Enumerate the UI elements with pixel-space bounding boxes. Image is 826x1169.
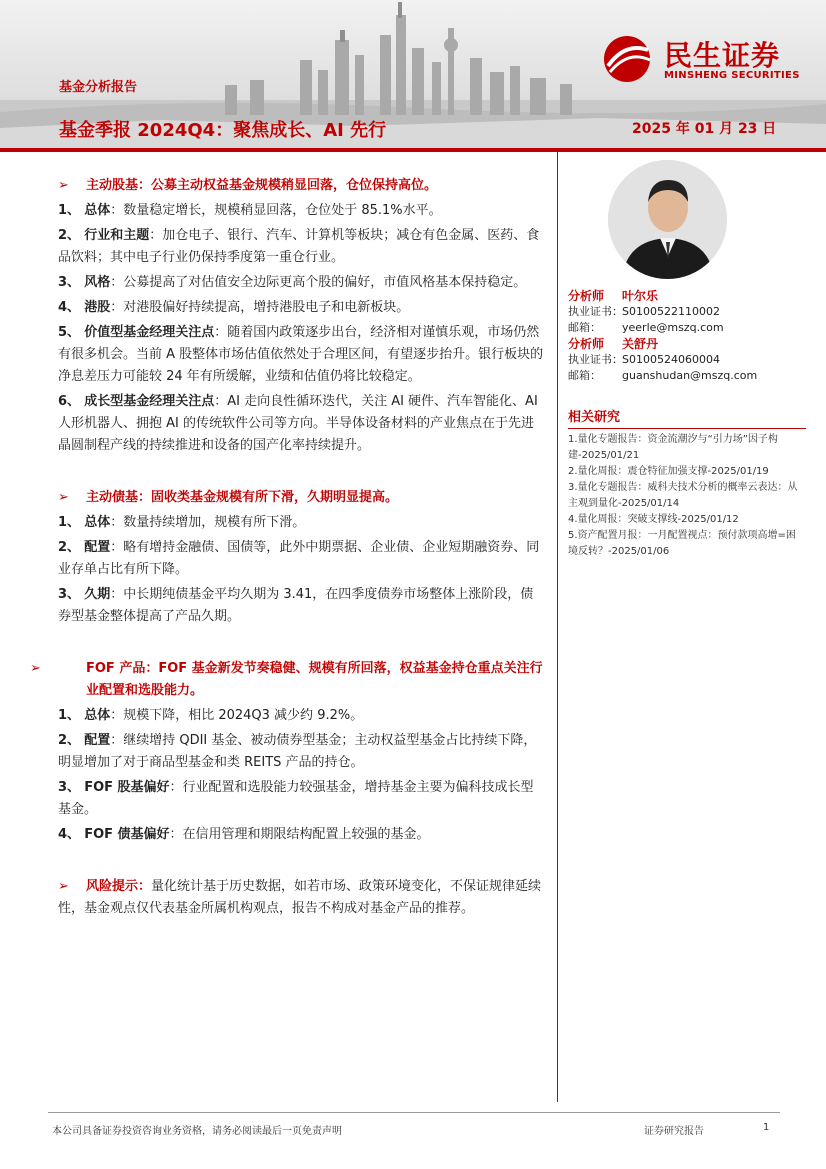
logo-english-text: MINSHENG SECURITIES [664,70,800,81]
main-content [30,175,546,920]
page-number: 1 [763,1122,770,1133]
analyst-email[interactable]: guanshudan@mszq.com [622,369,758,382]
list-item: 1、 总体：数量稳定增长，规模稍显回落，仓位处于 85.1%水平。 [58,203,442,218]
risk-warning [58,876,546,920]
analyst-cert: S0100522110002 [622,305,720,318]
related-research-title: 相关研究 [568,406,806,429]
risk-label: 风险提示： [86,879,152,894]
list-item: 1、 总体：规模下降，相比 2024Q3 减少约 9.2%。 [58,708,364,723]
related-item[interactable]: 2.量化周报：震仓特征加强支撑-2025/01/19 [568,466,769,477]
list-item: 6、 成长型基金经理关注点：AI 走向良性循环迭代，关注 AI 硬件、汽车智能化、AI 人形机器人、拥抱 AI 的传统软件公司等方向。半导体设备材料的产业焦点在于先进晶圆制程产线的持续推进和设备的国产化率持续提升。 [58,394,538,453]
arrow-icon: ➢ [58,490,69,505]
list-item: 3、 FOF 股基偏好：行业配置和选股能力较强基金，增持基金主要为偏科技成长型基金。 [58,780,534,817]
analyst-photo [608,160,727,279]
report-header [0,0,826,152]
footer-disclaimer: 本公司具备证券投资咨询业务资格，请务必阅读最后一页免责声明 [52,1126,342,1137]
section-heading-fof: ➢ FOF 产品：FOF 基金新发节奏稳健、规模有所回落，权益基金持仓重点关注行业配置和选股能力。 [58,658,546,702]
related-research-list [568,432,800,560]
report-date: 2025 年 01 月 23 日 [632,121,777,137]
list-item: 2、 配置：略有增持金融债、国债等，此外中期票据、企业债、企业短期融资券、同业存单占比有所下降。 [58,540,540,577]
list-item: 1、 总体：数量持续增加，规模有所下滑。 [58,515,306,530]
related-item[interactable]: 4.量化周报：突破支撑线-2025/01/12 [568,514,739,525]
logo-chinese-text: 民生证券 [664,39,781,72]
company-logo [600,34,810,84]
analyst-email[interactable]: yeerle@mszq.com [622,321,724,334]
related-item[interactable]: 3.量化专题报告：威科夫技术分析的概率云表达：从主观到量化-2025/01/14 [568,482,798,509]
list-item: 3、 久期：中长期纯债基金平均久期为 3.41，在四季度债券市场整体上涨阶段，债券型基金整体提高了产品久期。 [58,587,534,624]
person-portrait-icon [608,160,727,279]
risk-text: 量化统计基于历史数据，如若市场、政策环境变化，不保证规律延续性，基金观点仅代表基金所属机构观点，报告不构成对基金产品的推荐。 [58,879,542,916]
list-item: 3、 风格：公募提高了对估值安全边际更高个股的偏好，市值风格基本保持稳定。 [58,275,527,290]
report-title: 基金季报 2024Q4：聚焦成长、AI 先行 [59,120,387,141]
related-item[interactable]: 1.量化专题报告：资金流潮汐与“引力场”因子构建-2025/01/21 [568,434,778,461]
list-item: 5、 价值型基金经理关注点：随着国内政策逐步出台，经济相对谨慎乐观，市场仍然有很多机会。当前 A 股整体市场估值依然处于合理区间，有望逐步抬升。银行板块的净息差压力可能较 24 年有所缓解，业绩和估值仍将比较稳定。 [58,325,544,384]
analyst-cert: S0100524060004 [622,353,720,366]
arrow-icon: ➢ [58,178,69,193]
logo-emblem-icon [600,34,658,84]
report-category: 基金分析报告 [59,80,138,95]
arrow-icon: ➢ [30,661,41,676]
section-heading-equity: ➢ 主动股基：公募主动权益基金规模稍显回落，仓位保持高位。 [58,175,546,197]
list-item: 2、 配置：继续增持 QDII 基金、被动债券型基金；主动权益型基金占比持续下降，明显增加了对于商品型基金和类 REITS 产品的持仓。 [58,733,537,770]
analyst-card: 分析师 关舒丹 执业证书：S0100524060004 邮箱： guanshudan@mszq.com [568,337,758,382]
footer-divider [48,1112,780,1113]
list-item: 4、 港股：对港股偏好持续提高，增持港股电子和电新板块。 [58,300,410,315]
arrow-icon: ➢ [58,879,69,894]
footer-report-type: 证券研究报告 [644,1126,704,1137]
list-item: 2、 行业和主题：加仓电子、银行、汽车、计算机等板块；减仓有色金属、医药、食品饮料；其中电子行业仍保持季度第一重仓行业。 [58,228,540,265]
analyst-card: 分析师 叶尔乐 执业证书：S0100522110002 邮箱： yeerle@mszq.com [568,289,724,334]
analyst-name: 关舒丹 [622,337,659,351]
list-item: 4、 FOF 债基偏好：在信用管理和期限结构配置上较强的基金。 [58,827,430,842]
analyst-name: 叶尔乐 [622,289,659,303]
related-item[interactable]: 5.资产配置月报：一月配置视点：预付款项高增=困境反转？-2025/01/06 [568,530,796,557]
column-divider [557,152,558,1102]
section-heading-bond: ➢ 主动债基：固收类基金规模有所下滑，久期明显提高。 [58,487,546,509]
